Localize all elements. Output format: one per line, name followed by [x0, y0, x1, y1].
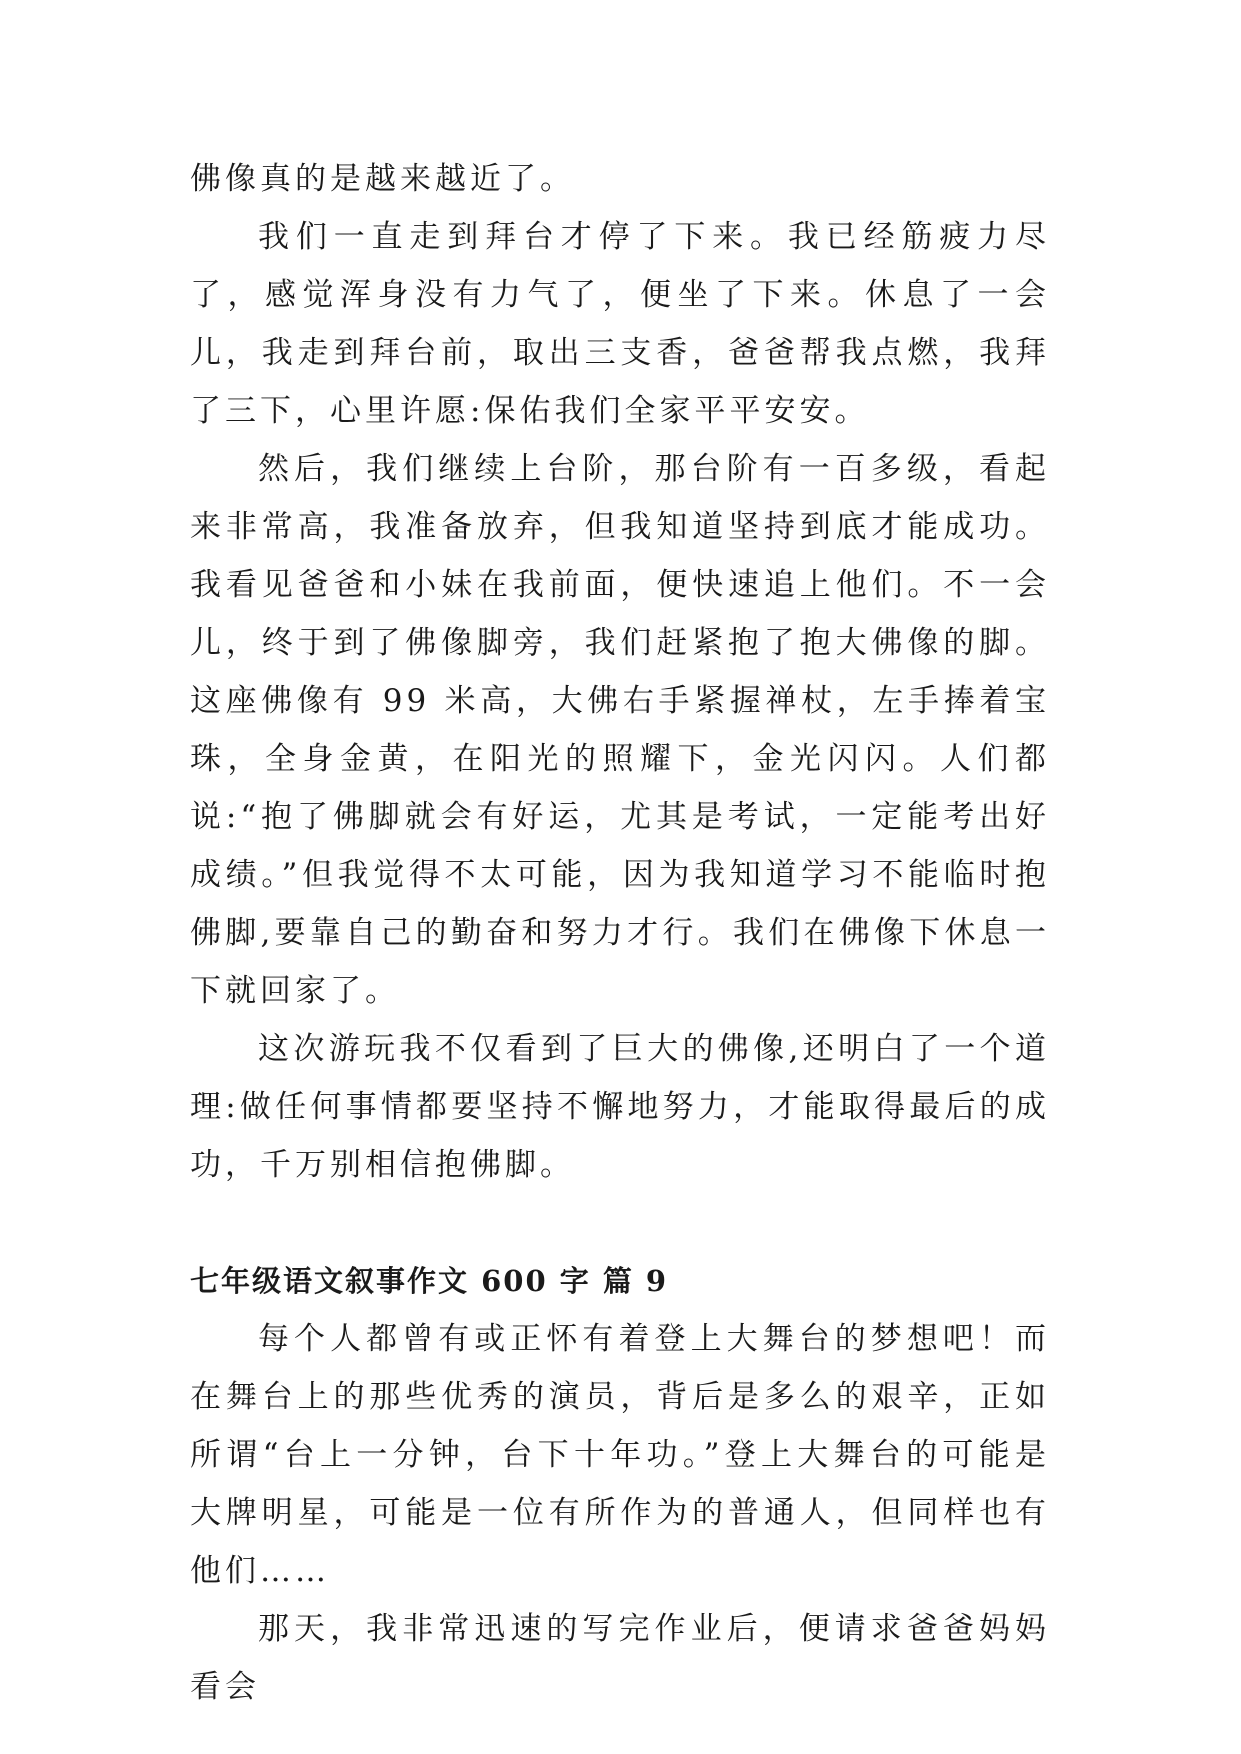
document-page — [190, 150, 1050, 1716]
paragraph-1: 佛像真的是越来越近了。 — [190, 161, 575, 197]
paragraph-3: 然后，我们继续上台阶，那台阶有一百多级，看起来非常高，我准备放弃，但我知道坚持到底才能成功。我看见爸爸和小妹在我前面，便快速追上他们。不一会儿，终于到了佛像脚旁，我们赶紧抱了抱大佛像的脚。这座佛像有 99 米高，大佛右手紧握禅杖，左手捧着宝珠，全身金黄，在阳光的照耀下，金光闪闪。人们都说:“抱了佛脚就会有好运，尤其是考试，一定能考出好成绩。”但我觉得不太可能，因为我知道学习不能临时抱佛脚,要靠自己的勤奋和努力才行。我们在佛像下休息一下就回家了。 — [190, 451, 1050, 1009]
paragraph-2: 我们一直走到拜台才停了下来。我已经筋疲力尽了，感觉浑身没有力气了，便坐了下来。休息了一会儿，我走到拜台前，取出三支香，爸爸帮我点燃，我拜了三下，心里许愿:保佑我们全家平平安安。 — [190, 219, 1050, 429]
section-heading: 七年级语文叙事作文 600 字 篇 9 — [190, 1264, 669, 1298]
paragraph-6: 那天，我非常迅速的写完作业后，便请求爸爸妈妈看会 — [190, 1611, 1050, 1705]
paragraph-5: 每个人都曾有或正怀有着登上大舞台的梦想吧！而在舞台上的那些优秀的演员，背后是多么的艰辛，正如所谓“台上一分钟，台下十年功。”登上大舞台的可能是大牌明星，可能是一位有所作为的普通人，但同样也有他们…… — [190, 1321, 1050, 1589]
paragraph-4: 这次游玩我不仅看到了巨大的佛像,还明白了一个道理:做任何事情都要坚持不懈地努力，才能取得最后的成功，千万别相信抱佛脚。 — [190, 1031, 1050, 1183]
